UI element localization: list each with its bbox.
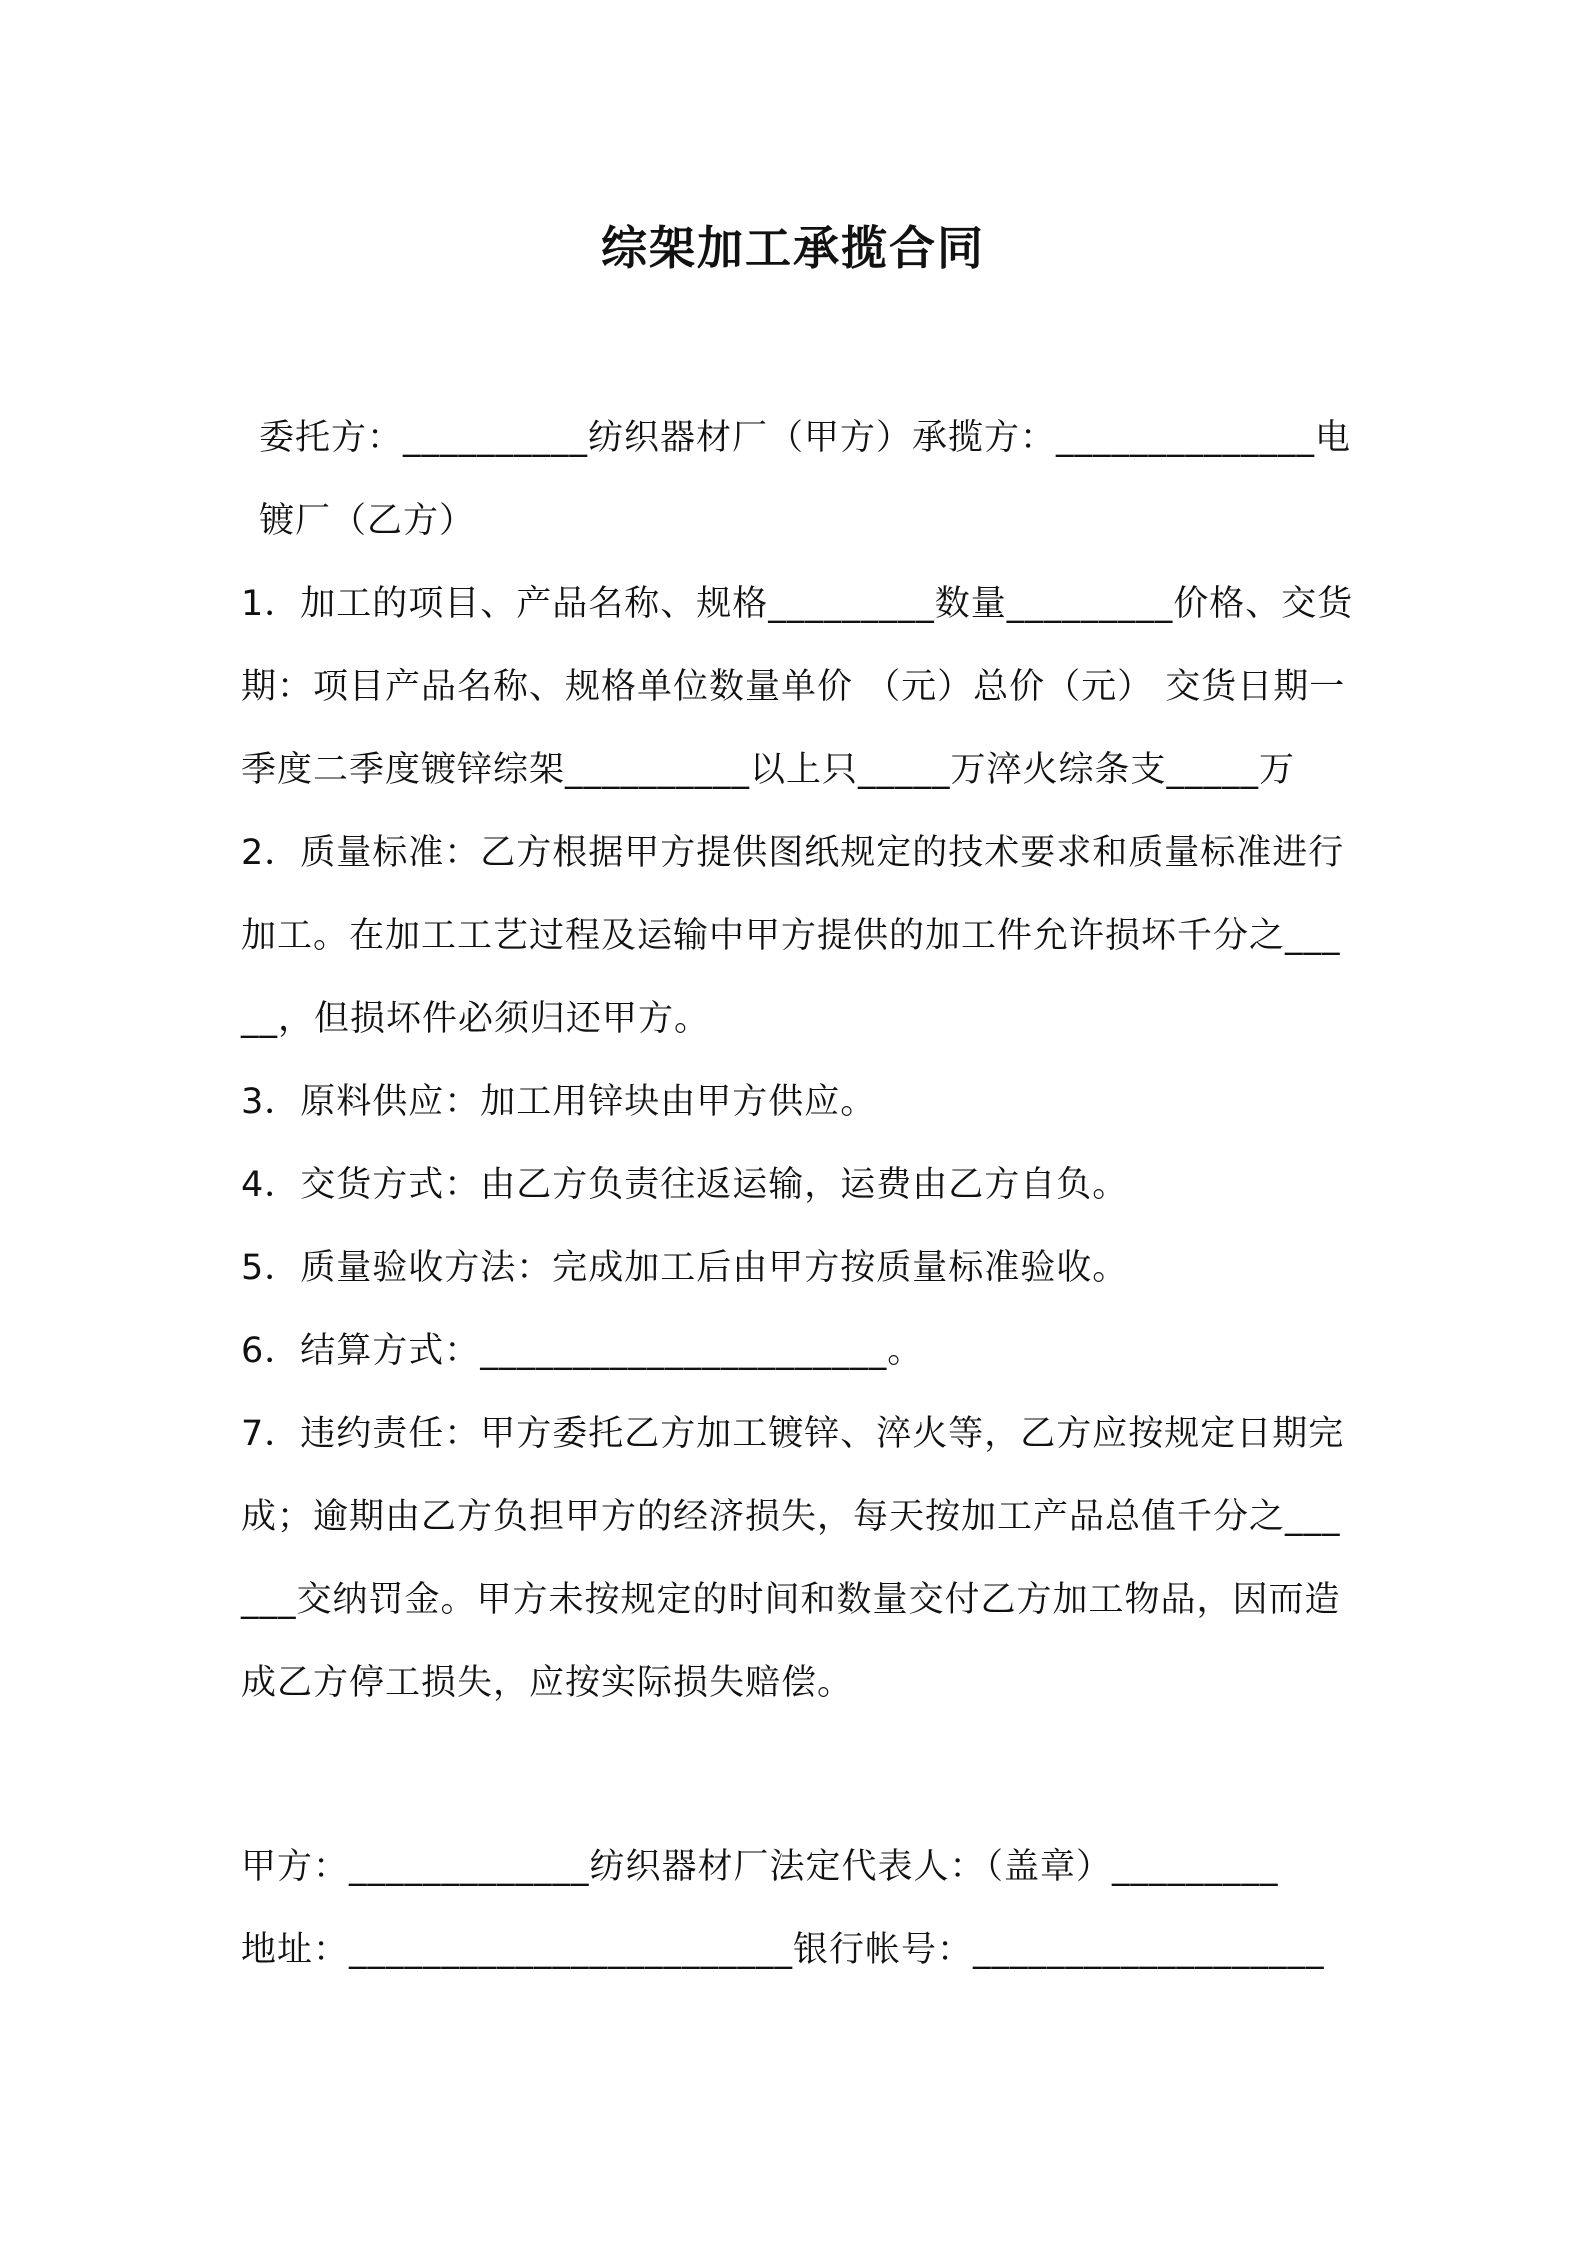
clause-3-material-supply: 3．原料供应：加工用锌块由甲方供应。 <box>241 1082 877 1122</box>
signature-address-bank: 地址：________________________银行帐号：___________________ <box>241 1930 1325 1970</box>
clause-5-acceptance-method: 5．质量验收方法：完成加工后由甲方按质量标准验收。 <box>241 1248 1129 1288</box>
contract-body <box>241 397 1356 1725</box>
clause-4-delivery-method: 4．交货方式：由乙方负责往返运输，运费由乙方自负。 <box>241 1165 1129 1205</box>
clause-1-processing-items: 1．加工的项目、产品名称、规格_________数量_________价格、交货期：项目产品名称、规格单位数量单价 （元）总价（元） 交货日期一季度二季度镀锌综架__________以上只_____万淬火综条支_____万 <box>241 584 1354 790</box>
contract-parties: 委托方：__________纺织器材厂（甲方）承揽方：______________电镀厂（乙方） <box>259 418 1352 541</box>
document-title: 综架加工承揽合同 <box>601 221 985 275</box>
clause-7-liability: 7．违约责任：甲方委托乙方加工镀锌、淬火等，乙方应按规定日期完成；逾期由乙方负担甲方的经济损失，每天按加工产品总值千分之______交纳罚金。甲方未按规定的时间和数量交付乙方加工物品，因而造成乙方停工损失，应按实际损失赔偿。 <box>241 1414 1345 1703</box>
clause-6-settlement: 6．结算方式：______________________。 <box>241 1331 924 1371</box>
signature-party-a: 甲方：_____________纺织器材厂法定代表人：（盖章）_________ <box>241 1847 1279 1887</box>
clause-2-quality-standard: 2．质量标准：乙方根据甲方提供图纸规定的技术要求和质量标准进行加工。在加工工艺过程及运输中甲方提供的加工件允许损坏千分之_____，但损坏件必须归还甲方。 <box>241 833 1345 1039</box>
